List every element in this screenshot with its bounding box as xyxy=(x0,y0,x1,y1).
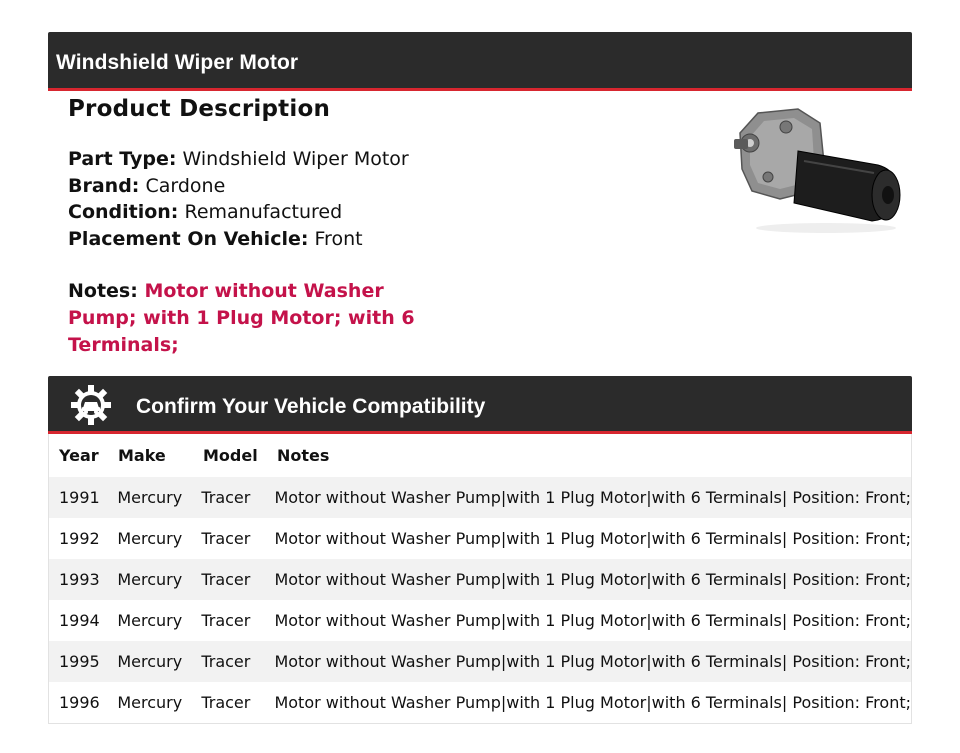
cell-make: Mercury xyxy=(117,488,183,507)
table-row xyxy=(49,682,911,723)
notes-label: Notes: xyxy=(68,280,138,302)
table-row xyxy=(49,600,911,641)
product-title: Windshield Wiper Motor xyxy=(56,51,299,74)
cell-model: Tracer xyxy=(201,529,251,548)
column-header: Year xyxy=(59,446,99,465)
cell-notes: Motor without Washer Pump|with 1 Plug Motor|with 6 Terminals| Position: Front; xyxy=(274,570,911,589)
cell-make: Mercury xyxy=(117,652,183,671)
table-row xyxy=(49,559,911,600)
cell-make: Mercury xyxy=(117,611,183,630)
spec-part-type: Part Type: Windshield Wiper Motor xyxy=(68,148,409,170)
cell-year: 1993 xyxy=(59,570,100,589)
column-header: Model xyxy=(203,446,258,465)
cell-notes: Motor without Washer Pump|with 1 Plug Motor|with 6 Terminals| Position: Front; xyxy=(274,611,911,630)
spec-placement: Placement On Vehicle: Front xyxy=(68,227,363,250)
table-row xyxy=(49,477,911,518)
cell-year: 1992 xyxy=(59,529,100,548)
table-row xyxy=(49,641,911,682)
cell-model: Tracer xyxy=(201,652,251,671)
product-title-bar xyxy=(48,32,912,91)
cell-make: Mercury xyxy=(117,570,183,589)
spec-brand: Brand: Cardone xyxy=(68,174,226,197)
cell-make: Mercury xyxy=(117,529,183,548)
description-heading: Product Description xyxy=(68,96,331,122)
compatibility-bar xyxy=(48,376,912,434)
notes-value: Motor without Washer Pump; with 1 Plug Motor; with 6 Terminals; xyxy=(68,280,415,356)
cell-notes: Motor without Washer Pump|with 1 Plug Motor|with 6 Terminals| Position: Front; xyxy=(274,693,911,712)
product-description xyxy=(68,96,628,359)
column-header: Make xyxy=(118,446,166,465)
gear-car-icon xyxy=(70,384,112,426)
wiper-motor-image xyxy=(728,103,908,243)
cell-year: 1995 xyxy=(59,652,100,671)
cell-notes: Motor without Washer Pump|with 1 Plug Motor|with 6 Terminals| Position: Front; xyxy=(274,652,911,671)
compatibility-title: Confirm Your Vehicle Compatibility xyxy=(136,395,486,418)
table-header xyxy=(49,434,911,477)
cell-year: 1996 xyxy=(59,693,100,712)
spec-condition: Condition: Remanufactured xyxy=(68,201,343,223)
compatibility-table xyxy=(48,434,912,724)
cell-model: Tracer xyxy=(201,693,251,712)
table-row xyxy=(49,518,911,559)
product-notes xyxy=(68,278,448,359)
cell-notes: Motor without Washer Pump|with 1 Plug Motor|with 6 Terminals| Position: Front; xyxy=(274,488,911,507)
cell-model: Tracer xyxy=(201,488,251,507)
cell-year: 1994 xyxy=(59,611,100,630)
cell-year: 1991 xyxy=(59,488,100,507)
spec-list xyxy=(68,146,628,252)
column-header: Notes xyxy=(277,446,330,465)
cell-make: Mercury xyxy=(117,693,183,712)
cell-model: Tracer xyxy=(201,570,251,589)
cell-model: Tracer xyxy=(201,611,251,630)
cell-notes: Motor without Washer Pump|with 1 Plug Motor|with 6 Terminals| Position: Front; xyxy=(274,529,911,548)
